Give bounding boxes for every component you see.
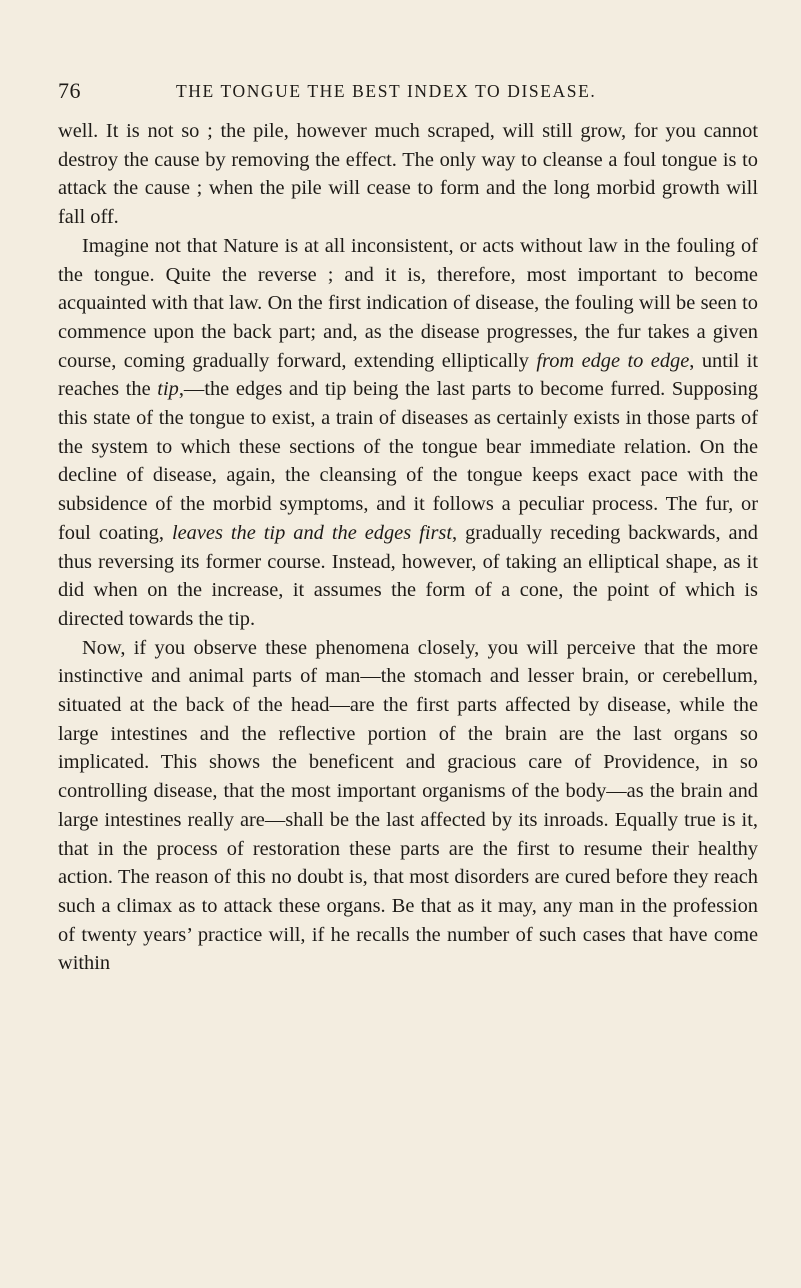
body-text	[58, 117, 758, 978]
page-number: 76	[58, 78, 81, 103]
text-segment: Now, if you observe these phenomena closely, you will perceive that the more instinctive and animal parts of man—the stomach and lesser brain, or cerebellum, situated at the back of the head—are the first parts affected by disease, while the large intestines and the reflective portion of the brain are the last organs so implicated. This shows the beneficent and gracious care of Providence, in so controlling disease, that the most important organisms of the body—as the brain and large intestines really are—shall be the last affected by its inroads. Equally true is it, that in the process of restoration these parts are the first to resume their healthy action. The reason of this no doubt is, that most disorders are cured before they reach such a climax as to attack these organs. Be that as it may, any man in the profession of twenty years’ practice will, if he recalls the number of such cases that have come within	[58, 636, 758, 975]
running-title: THE TONGUE THE BEST INDEX TO DISEASE.	[176, 81, 597, 101]
text-segment: , until it reaches the	[58, 349, 758, 401]
paragraph-phenomena	[58, 634, 758, 978]
paragraph-continuation	[58, 117, 758, 232]
text-segment: well. It is not so ; the pile, however much scraped, will still grow, for you cannot destroy the cause by removing the effect. The only way to cleanse a foul tongue is to attack the cause ; when the pile will cease to form and the long morbid growth will fall off.	[58, 120, 758, 229]
running-head	[58, 78, 761, 108]
italic-segment: from edge to edge	[536, 349, 690, 372]
paragraph-nature-law	[58, 232, 758, 634]
italic-segment: leaves the tip and the edges first	[171, 521, 453, 544]
text-segment: , gradually receding backwards, and thus reversing its former course. Instead, however, of taking an elliptical shape, as it did when on the increase, it assumes the form of a cone, the point of which is directed towards the tip.	[58, 521, 758, 630]
text-segment: Imagine not that Nature is at all inconsistent, or acts without law in the fouling of the tongue. Quite the reverse ; and it is, therefore, most important to become acquainted with that law. On the first indication of disease, the fouling will be seen to commence upon the back part; and, as the disease progresses, the fur takes a given course, coming gradually forward, extending elliptically	[58, 234, 758, 372]
italic-segment: tip	[157, 378, 179, 401]
text-segment: ,—the edges and tip being the last parts to become furred. Supposing this state of the tongue to exist, a train of diseases as certainly exists in those parts of the system to which these sections of the tongue bear immediate relation. On the decline of disease, again, the cleansing of the tongue keeps exact pace with the subsidence of the morbid symptoms, and it follows a peculiar process. The fur, or foul coating,	[58, 378, 758, 544]
